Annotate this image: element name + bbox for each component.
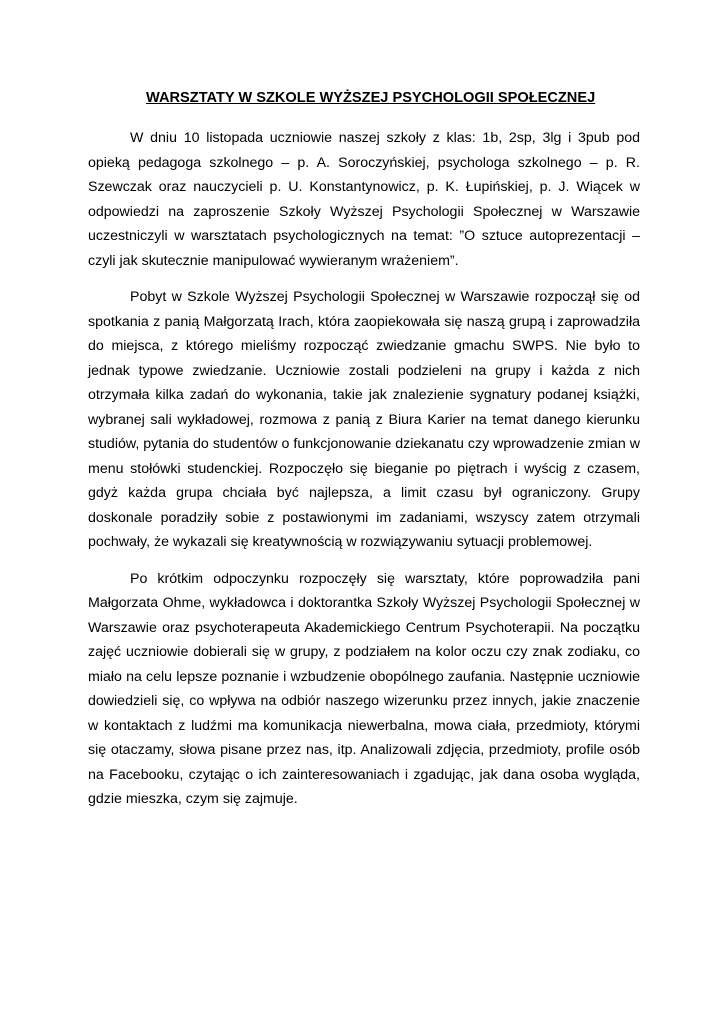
document-title: WARSZTATY W SZKOLE WYŻSZEJ PSYCHOLOGII SPOŁECZNEJ [146,90,596,106]
paragraph-2: Pobyt w Szkole Wyższej Psychologii Społecznej w Warszawie rozpoczął się od spotkania z panią Małgorzatą Irach, która zaopiekowała się naszą grupą i zaprowadziła do miejsca, z którego mieliśmy rozpocząć zwiedzanie gmachu SWPS. Nie było to jednak typowe zwiedzanie. Uczniowie zostali podzieleni na grupy i każda z nich otrzymała kilka zadań do wykonania, takie jak znalezienie sygnatury podanej książki, wybranej sali wykładowej, rozmowa z panią z Biura Karier na temat danego kierunku studiów, pytania do studentów o funkcjonowanie dziekanatu czy wprowadzenie zmian w menu stołówki studenckiej. Rozpoczęło się bieganie po piętrach i wyścig z czasem, gdyż każda grupa chciała być najlepsza, a limit czasu był ograniczony. Grupy doskonale poradziły sobie z postawionymi im zadaniami, wszyscy zatem otrzymali pochwały, że wykazali się kreatywnością w rozwiązywaniu sytuacji problemowej. [88,289,640,550]
document-body [88,126,640,824]
paragraph-1: W dniu 10 listopada uczniowie naszej szkoły z klas: 1b, 2sp, 3lg i 3pub pod opieką pedagoga szkolnego – p. A. Soroczyńskiej, psychologa szkolnego – p. R. Szewczak oraz nauczycieli p. U. Konstantynowicz, p. K. Łupińskiej, p. J. Wiącek w odpowiedzi na zaproszenie Szkoły Wyższej Psychologii Społecznej w Warszawie uczestniczyli w warsztatach psychologicznych na temat: ”O sztuce autoprezentacji – czyli jak skutecznie manipulować wywieranym wrażeniem”. [88,130,640,269]
paragraph-3: Po krótkim odpoczynku rozpoczęły się warsztaty, które poprowadziła pani Małgorzata Ohme, wykładowca i doktorantka Szkoły Wyższej Psychologii Społecznej w Warszawie oraz psychoterapeuta Akademickiego Centrum Psychoterapii. Na początku zajęć uczniowie dobierali się w grupy, z podziałem na kolor oczu czy znak zodiaku, co miało na celu lepsze poznanie i wzbudzenie obopólnego zaufania. Następnie uczniowie dowiedzieli się, co wpływa na odbiór naszego wizerunku przez innych, jakie znaczenie w kontaktach z ludźmi ma komunikacja niewerbalna, mowa ciała, przedmioty, którymi się otaczamy, słowa pisane przez nas, itp. Analizowali zdjęcia, przedmioty, profile osób na Facebooku, czytając o ich zainteresowaniach i zgadując, jak dana osoba wygląda, gdzie mieszka, czym się zajmuje. [88,570,640,807]
